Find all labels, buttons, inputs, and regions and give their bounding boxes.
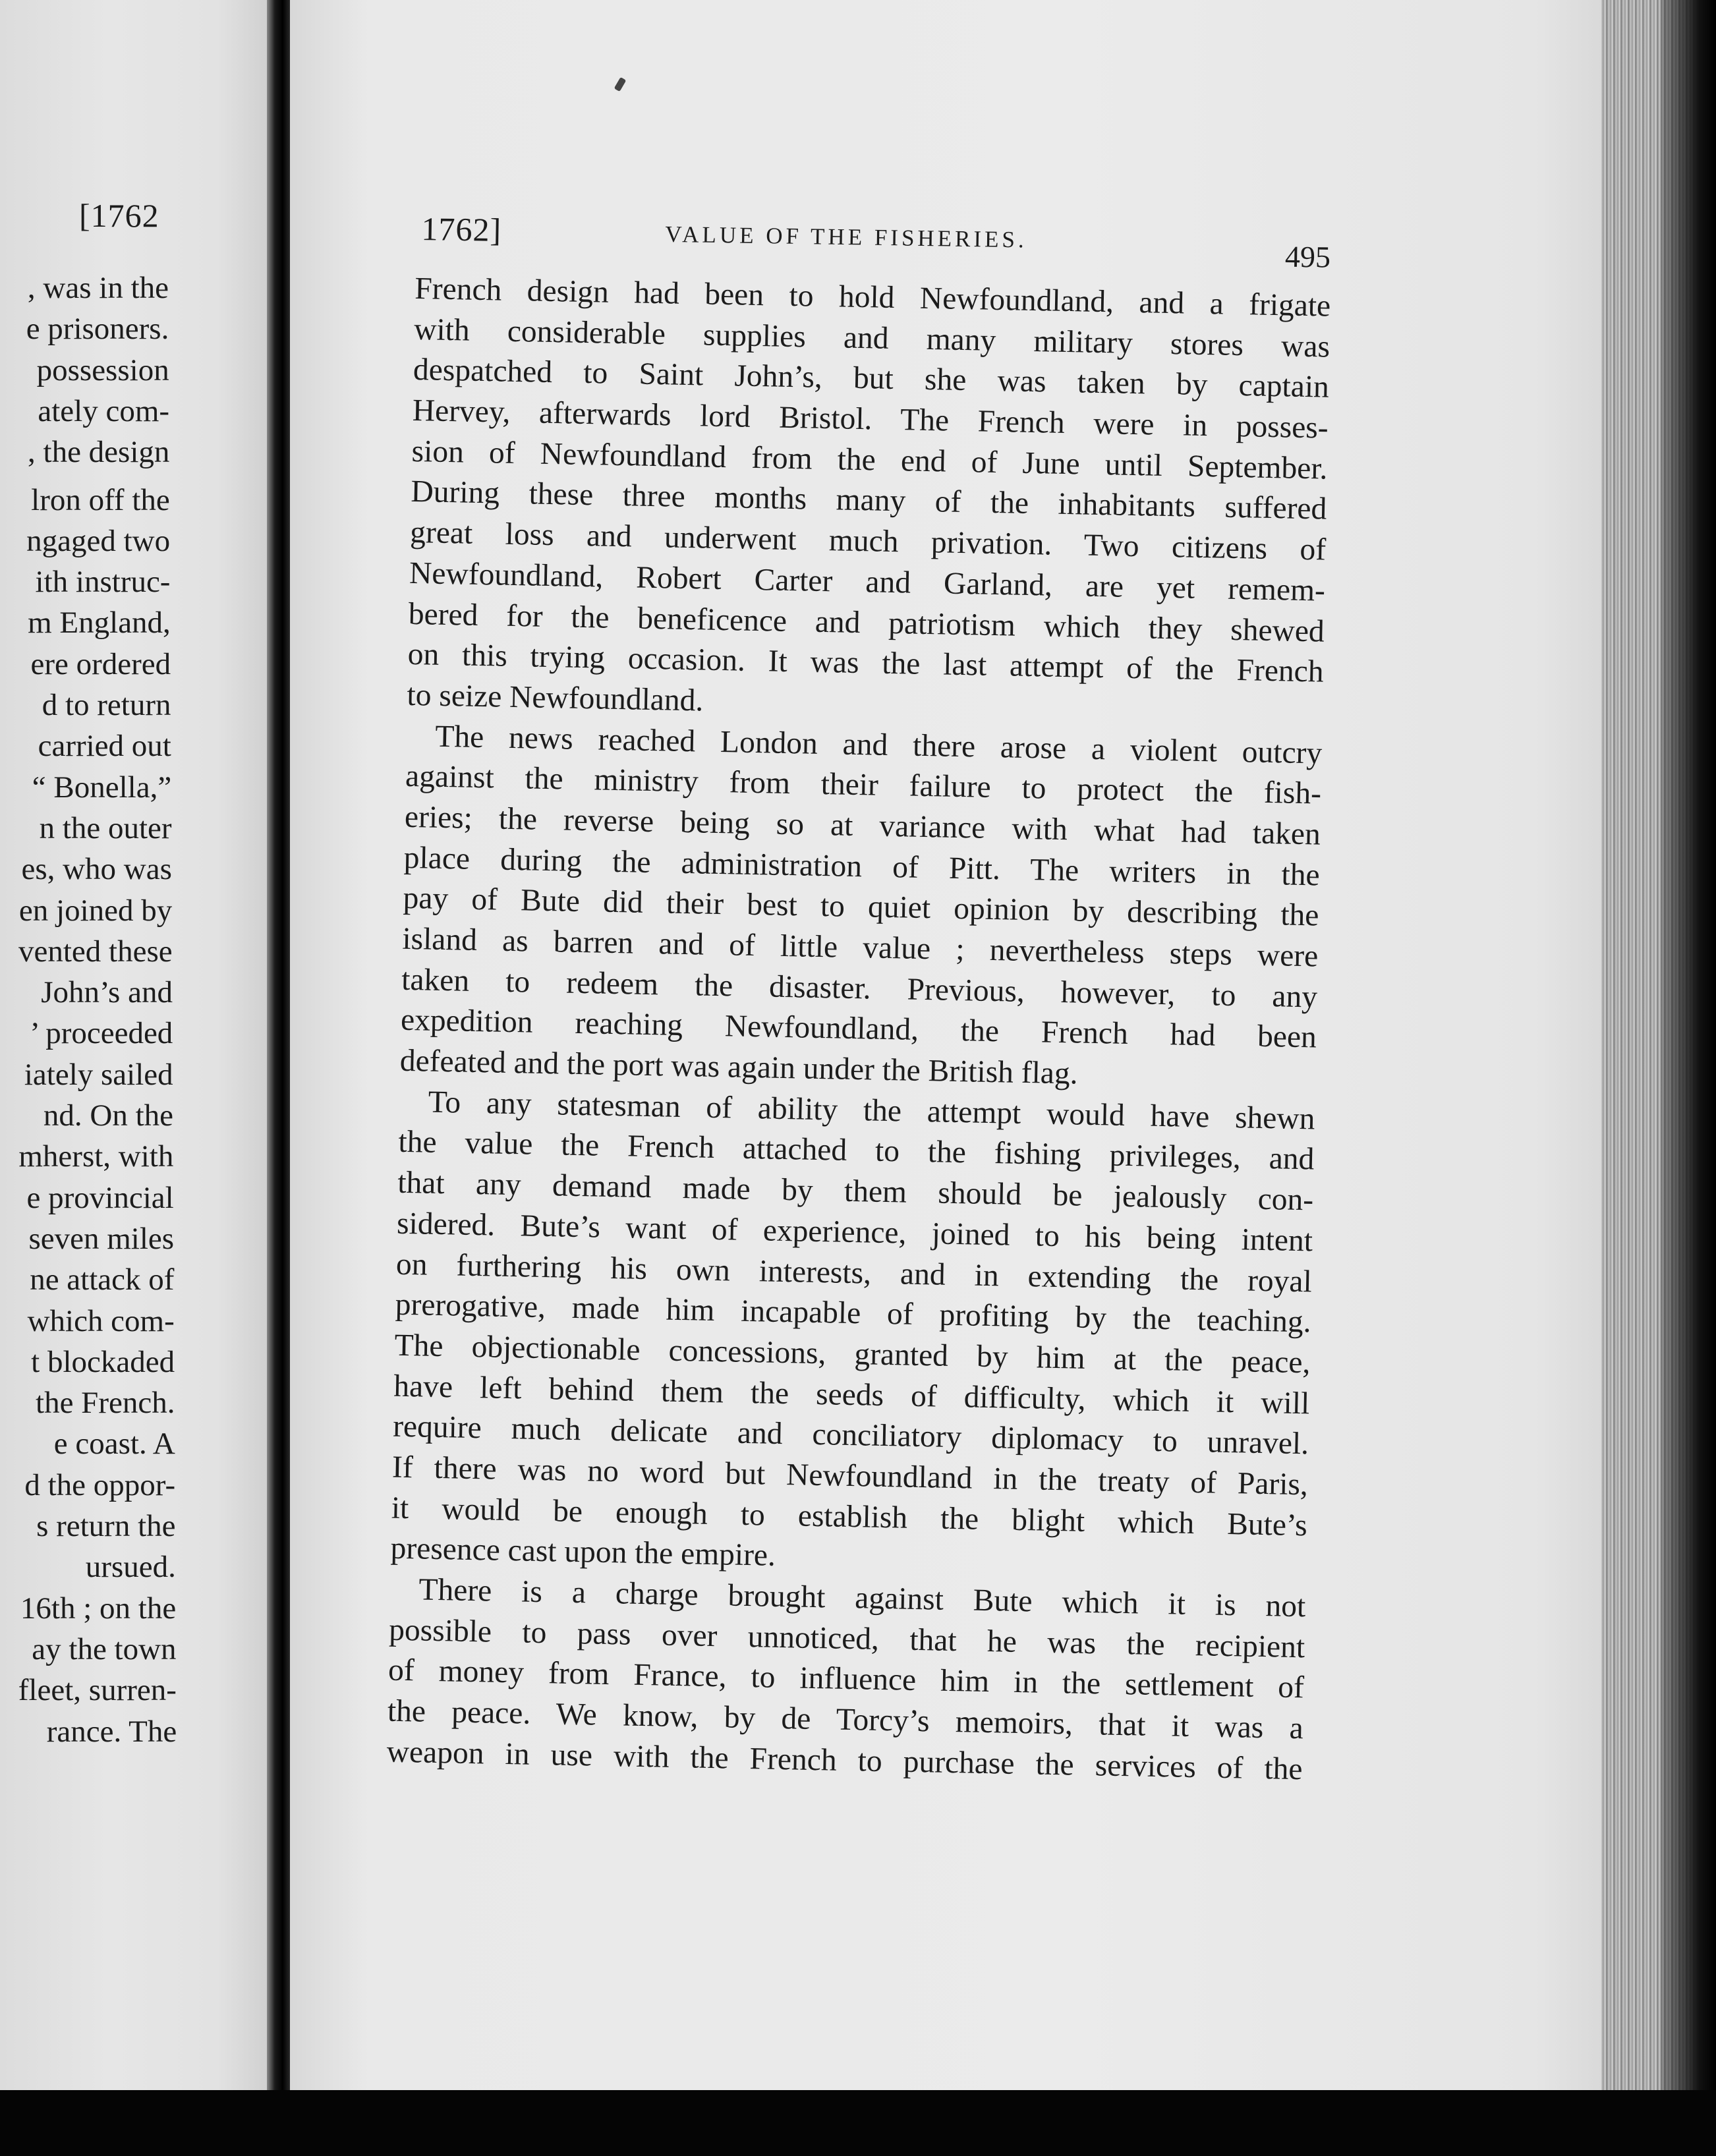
left-page-line: lron off the [31, 482, 170, 517]
book-gutter [267, 0, 293, 2156]
left-page-line: possession [36, 353, 169, 387]
left-page-line: “ Bonella,” [32, 770, 172, 805]
left-page-line: John’s and [41, 975, 173, 1010]
text-line: To any statesman of ability the attempt would have shewn [428, 1085, 1315, 1137]
page-edges-shadow [1661, 0, 1716, 2156]
page-number: 495 [1284, 239, 1331, 274]
running-head-year: 1762] [421, 210, 502, 248]
text-line: presence cast upon the empire. [390, 1531, 776, 1574]
paragraph [407, 269, 1331, 733]
paragraph [399, 716, 1322, 1099]
left-page-text [0, 0, 272, 2156]
left-page-line: mherst, with [18, 1139, 174, 1174]
left-page-line: ere ordered [30, 646, 171, 681]
text-line: have left behind them the seeds of difficulty, which it will [393, 1369, 1310, 1421]
left-page-line: e provincial [26, 1180, 174, 1215]
body-text [386, 269, 1331, 1790]
text-line: The objectionable concessions, granted by him at the peace, [394, 1328, 1311, 1380]
text-line: expedition reaching Newfoundland, the French had been [400, 1003, 1317, 1055]
text-line: require much delicate and conciliatory diplomacy to unravel. [392, 1409, 1309, 1461]
left-page-line: d the oppor- [24, 1467, 176, 1502]
left-page-line: n the outer [39, 810, 172, 845]
left-page-line: rance. The [46, 1714, 177, 1749]
text-line: There is a charge brought against Bute which it is not [418, 1572, 1306, 1624]
left-page-line: en joined by [18, 893, 173, 928]
left-page [0, 0, 272, 2156]
left-page-line: s return the [36, 1509, 176, 1543]
text-line: of money from France, to influence him in the settlement of [387, 1653, 1305, 1705]
text-line: on this trying occasion. It was the last attempt of the French [407, 637, 1325, 689]
text-line: eries; the reverse being so at variance with what had taken [404, 799, 1321, 852]
text-line: against the ministry from their failure to protect the fish- [405, 759, 1322, 811]
text-line: sidered. Bute’s want of experience, joined to his being intent [396, 1206, 1313, 1259]
bottom-shadow [0, 2090, 1716, 2156]
text-line: If there was no word but Newfoundland in the treaty of Paris, [391, 1450, 1309, 1502]
text-line: possible to pass over unnoticed, that he was the recipient [388, 1612, 1305, 1664]
left-page-line: e coast. A [53, 1427, 175, 1461]
text-line: sion of Newfoundland from the end of June until September. [411, 434, 1328, 486]
text-line: it would be enough to establish the blight which Bute’s [391, 1490, 1308, 1543]
left-running-head: [1762 [79, 197, 159, 234]
text-line: the value the French attached to the fishing privileges, and [398, 1125, 1315, 1177]
paragraph [390, 1082, 1315, 1587]
left-page-line: ith instruc- [35, 565, 171, 600]
left-page-line: e prisoners. [26, 312, 169, 347]
text-line: the peace. We know, by de Torcy’s memoirs, that it was a [387, 1693, 1304, 1746]
left-page-line: ne attack of [30, 1262, 175, 1297]
left-page-line: , the design [28, 435, 170, 470]
left-page-line: es, who was [21, 852, 172, 887]
text-line: French design had been to hold Newfoundland, and a frigate [414, 271, 1331, 324]
text-line: despatched to Saint John’s, but she was taken by captain [413, 353, 1330, 405]
text-line: taken to redeem the disaster. Previous, however, to any [401, 962, 1318, 1015]
text-line: with considerable supplies and many military stores was [413, 312, 1330, 364]
left-page-line: t blockaded [31, 1344, 175, 1379]
left-page-line: ngaged two [26, 523, 171, 558]
text-line: Newfoundland, Robert Carter and Garland, are yet remem- [409, 555, 1326, 608]
left-page-line: seven miles [28, 1221, 175, 1256]
paragraph [386, 1570, 1306, 1790]
left-page-line: 16th ; on the [20, 1591, 177, 1626]
text-line: great loss and underwent much privation. Two citizens of [409, 515, 1327, 567]
text-line: weapon in use with the French to purchase the services of the [386, 1734, 1303, 1787]
running-head-title: VALUE OF THE FISHERIES. [665, 221, 1028, 253]
left-page-line: which com- [27, 1303, 175, 1338]
text-line: place during the administration of Pitt. The writers in the [403, 840, 1321, 893]
ink-speck [614, 77, 627, 92]
text-line: defeated and the port was again under the British flag. [399, 1043, 1079, 1091]
left-page-line: vented these [18, 934, 173, 969]
left-page-line: , was in the [27, 271, 169, 305]
text-line: Hervey, afterwards lord Bristol. The French were in posses- [412, 393, 1329, 445]
left-page-line: m England, [28, 606, 171, 640]
left-page-line: iately sailed [24, 1057, 173, 1092]
left-page-line: ’ proceeded [30, 1016, 173, 1051]
left-page-line: ately com- [38, 393, 170, 428]
text-line: During these three months many of the inhabitants suffered [411, 474, 1327, 527]
text-line: that any demand made by them should be jealously con- [397, 1165, 1314, 1218]
text-line: pay of Bute did their best to quiet opinion by describing the [403, 881, 1319, 933]
left-page-line: nd. On the [43, 1098, 173, 1133]
text-line: The news reached London and there arose a violent outcry [434, 719, 1323, 771]
text-line: island as barren and of little value ; nevertheless steps were [401, 921, 1319, 974]
text-line: to seize Newfoundland. [407, 677, 704, 718]
left-page-line: ursued. [85, 1550, 176, 1585]
text-line: prerogative, made him incapable of profiting by the teaching. [395, 1287, 1312, 1340]
left-page-line: the French. [36, 1386, 175, 1421]
left-page-line: carried out [38, 729, 171, 764]
left-page-line: ay the town [32, 1631, 177, 1666]
text-line: on furthering his own interests, and in extending the royal [395, 1247, 1313, 1299]
left-page-line: d to return [42, 688, 171, 722]
text-line: bered for the beneficence and patriotism which they shewed [408, 596, 1325, 649]
left-page-line: fleet, surren- [18, 1673, 177, 1708]
